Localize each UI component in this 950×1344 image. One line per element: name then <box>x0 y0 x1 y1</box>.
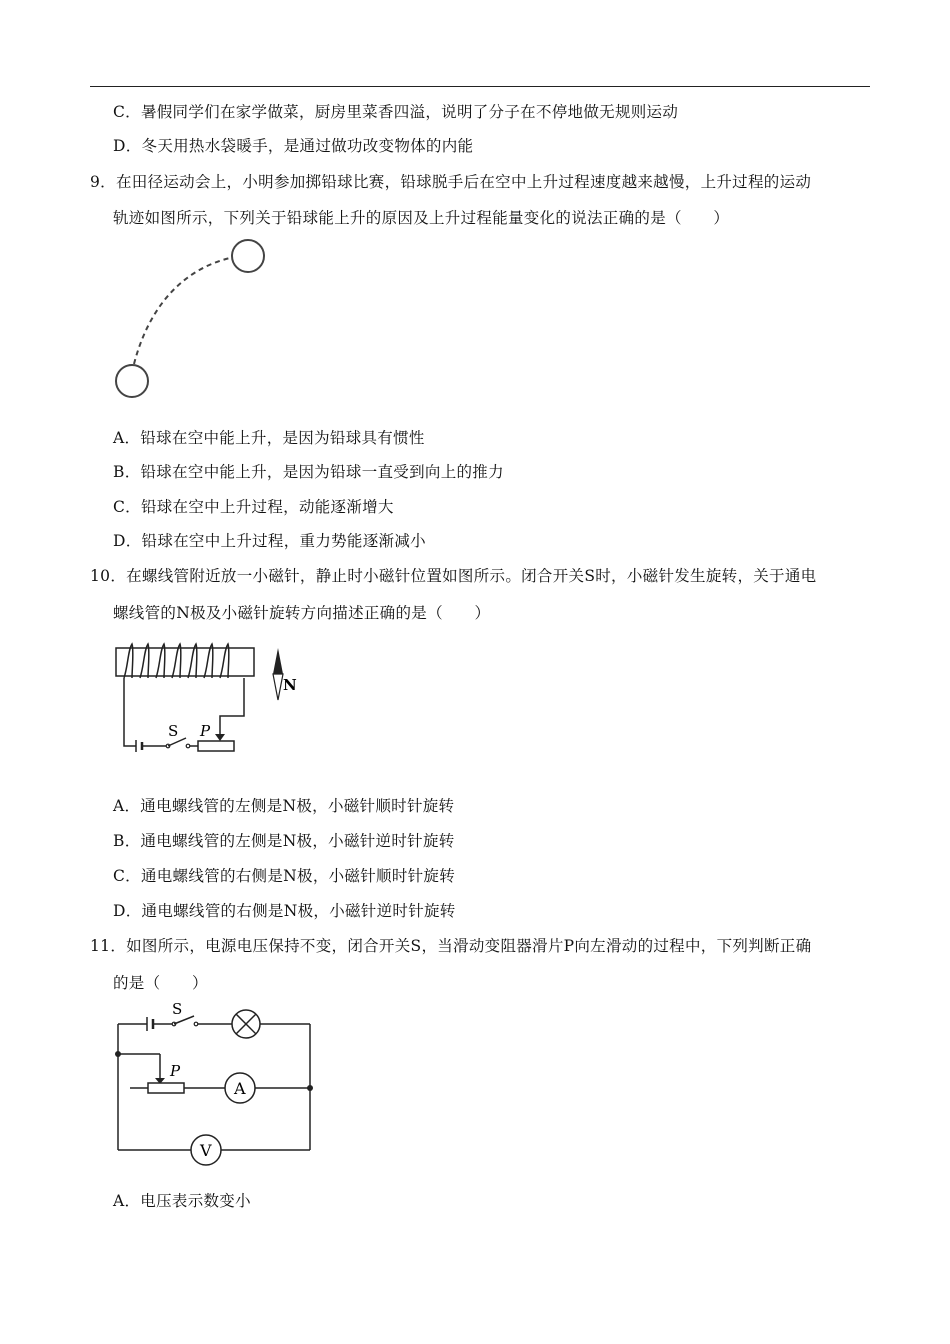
voltmeter-label: V <box>200 1141 212 1160</box>
q8-option-d: D．冬天用热水袋暖手，是通过做功改变物体的内能 <box>113 137 474 155</box>
header-rule <box>90 86 870 87</box>
q10-stem-line2: 螺线管的N极及小磁针旋转方向描述正确的是（ ） <box>113 604 491 622</box>
switch-label: S <box>168 722 179 740</box>
q10-option-b: B．通电螺线管的左侧是N极，小磁针逆时针旋转 <box>113 832 455 850</box>
slider-label: P <box>200 722 211 740</box>
switch-contact-right <box>194 1022 198 1026</box>
shot-put-bottom <box>116 365 148 397</box>
slider-arrowhead <box>215 734 225 741</box>
left-wire <box>124 678 136 746</box>
q10-option-c: C．通电螺线管的右侧是N极，小磁针顺时针旋转 <box>113 867 456 885</box>
q9-option-d: D．铅球在空中上升过程，重力势能逐渐减小 <box>113 532 426 550</box>
q9-option-a: A．铅球在空中能上升，是因为铅球具有惯性 <box>113 429 425 447</box>
q8-option-c: C．暑假同学们在家学做菜，厨房里菜香四溢，说明了分子在不停地做无规则运动 <box>113 103 679 121</box>
q10-solenoid-circuit-figure <box>110 640 310 760</box>
needle-label: N <box>283 676 297 694</box>
right-wire <box>220 678 244 734</box>
q10-option-d: D．通电螺线管的右侧是N极，小磁针逆时针旋转 <box>113 902 456 920</box>
trajectory-dashed-path <box>134 258 230 364</box>
q11-circuit-figure <box>110 998 330 1173</box>
q9-shot-put-trajectory-figure <box>100 230 280 410</box>
q10-stem-line1: 10．在螺线管附近放一小磁针，静止时小磁针位置如图所示。闭合开关S时，小磁针发生旋转，关于通电 <box>90 567 817 585</box>
needle-south-half <box>273 674 283 700</box>
rheostat <box>198 741 234 751</box>
switch-contact-right <box>186 744 190 748</box>
q11-stem-line2: 的是（ ） <box>113 974 208 992</box>
q9-stem-line2: 轨迹如图所示，下列关于铅球能上升的原因及上升过程能量变化的说法正确的是（ ） <box>113 209 730 227</box>
shot-put-top <box>232 240 264 272</box>
slider-label: P <box>170 1062 181 1080</box>
q9-option-c: C．铅球在空中上升过程，动能逐渐增大 <box>113 498 394 516</box>
solenoid-core <box>116 648 254 676</box>
needle-north-half <box>273 648 283 674</box>
ammeter-label: A <box>234 1079 246 1098</box>
q10-option-a: A．通电螺线管的左侧是N极，小磁针顺时针旋转 <box>113 797 455 815</box>
switch-label: S <box>172 1000 183 1018</box>
q11-stem-line1: 11．如图所示，电源电压保持不变，闭合开关S，当滑动变阻器滑片P向左滑动的过程中，下列判断正确 <box>90 937 812 955</box>
rheostat <box>148 1083 184 1093</box>
q9-stem-line1: 9．在田径运动会上，小明参加掷铅球比赛，铅球脱手后在空中上升过程速度越来越慢，上升过程的运动 <box>90 173 812 191</box>
q11-option-a: A．电压表示数变小 <box>113 1192 251 1210</box>
q9-option-b: B．铅球在空中能上升，是因为铅球一直受到向上的推力 <box>113 463 504 481</box>
